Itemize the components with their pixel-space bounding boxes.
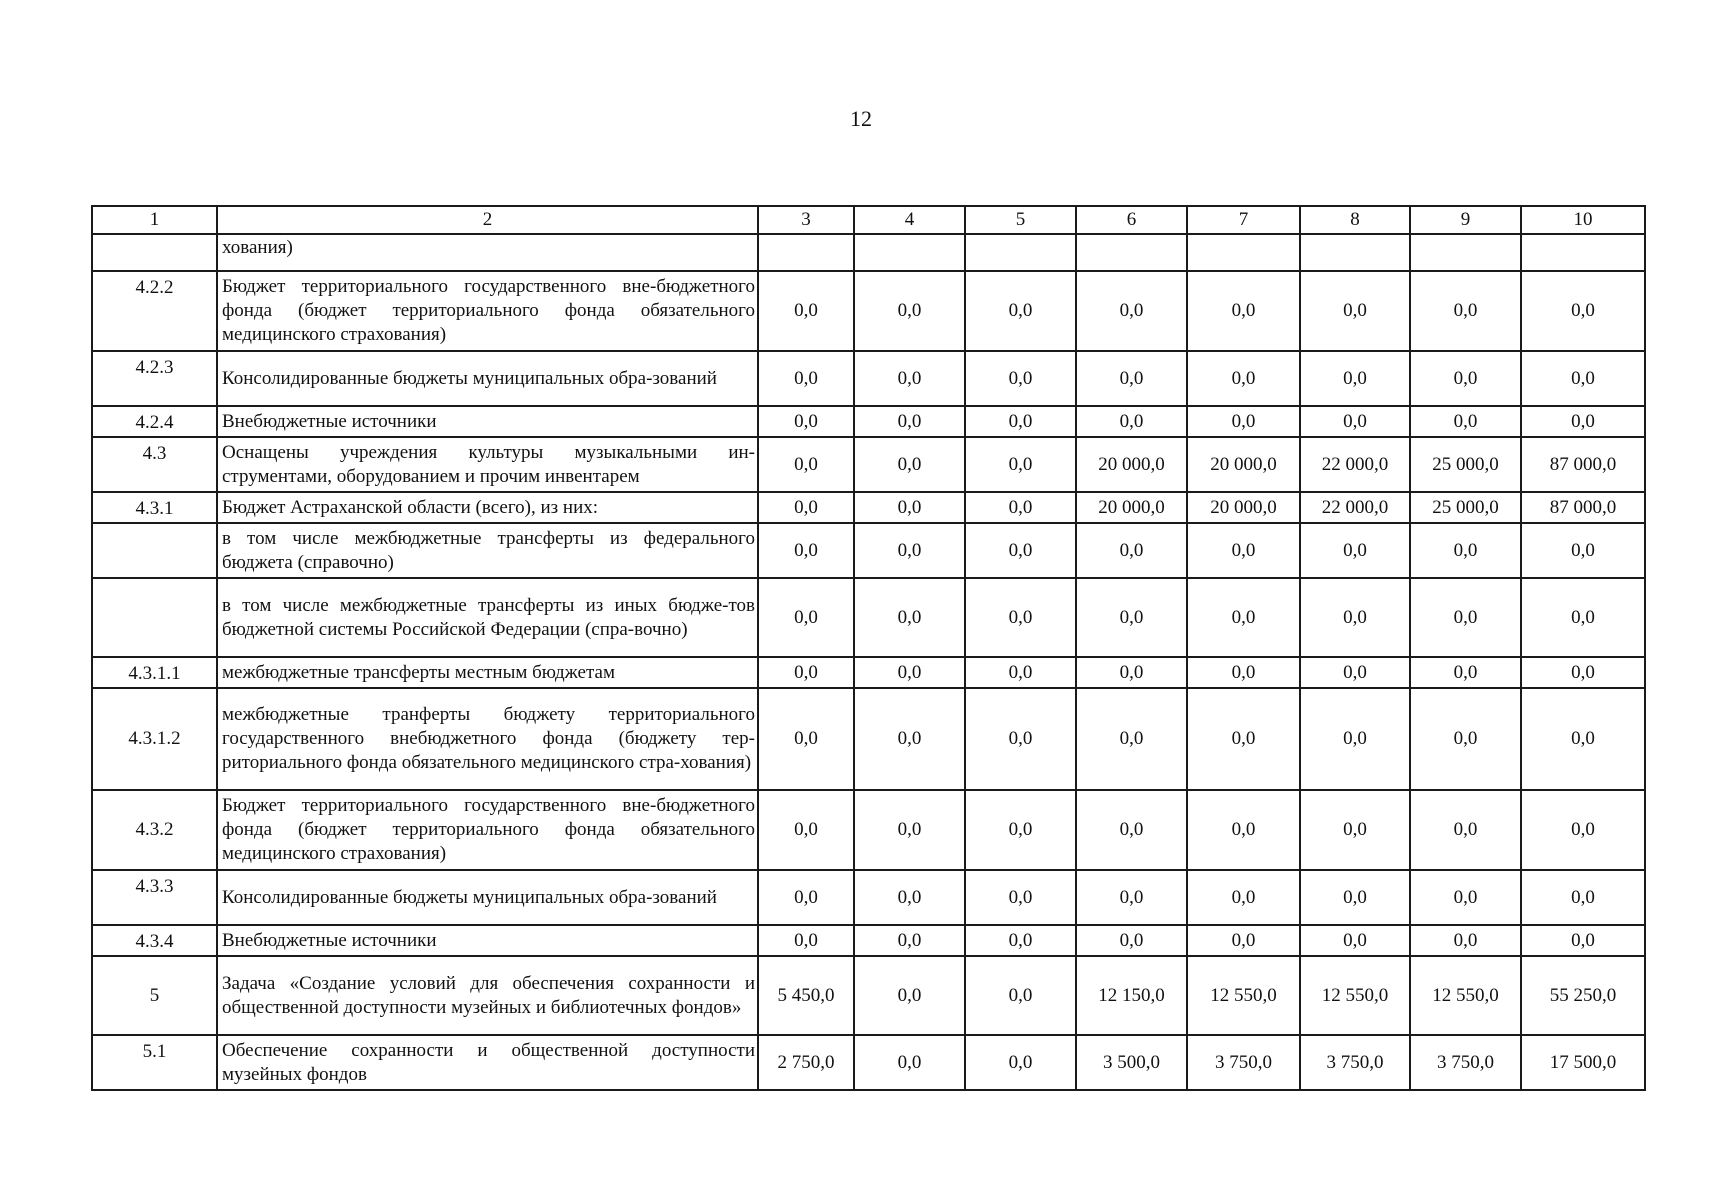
value-cell: 0,0 [1076,271,1187,351]
value-cell: 0,0 [965,790,1076,870]
table-row [92,956,1645,1035]
row-id-cell: 5.1 [92,1035,217,1090]
table-row [92,657,1645,688]
value-cell [965,234,1076,271]
value-cell: 17 500,0 [1521,1035,1645,1090]
value-cell: 0,0 [965,578,1076,657]
row-description-cell: в том числе межбюджетные трансферты из федерального бюджета (справочно) [217,523,758,578]
value-cell: 0,0 [854,492,965,523]
value-cell: 0,0 [854,1035,965,1090]
value-cell: 0,0 [1076,790,1187,870]
header-cell: 8 [1300,206,1410,234]
value-cell [1410,234,1521,271]
row-id-cell: 4.3.3 [92,870,217,925]
value-cell [1300,234,1410,271]
value-cell: 20 000,0 [1076,492,1187,523]
value-cell: 0,0 [758,492,854,523]
value-cell: 12 550,0 [1410,956,1521,1035]
value-cell: 0,0 [758,271,854,351]
value-cell: 0,0 [1187,657,1300,688]
value-cell: 0,0 [1521,578,1645,657]
value-cell [1187,234,1300,271]
value-cell: 0,0 [1187,406,1300,437]
value-cell: 0,0 [965,1035,1076,1090]
value-cell: 2 750,0 [758,1035,854,1090]
table-row [92,790,1645,870]
value-cell: 12 550,0 [1300,956,1410,1035]
row-description-cell: Внебюджетные источники [217,925,758,956]
value-cell: 0,0 [965,870,1076,925]
row-id-cell: 4.3.2 [92,790,217,870]
value-cell: 0,0 [1076,406,1187,437]
table-row [92,523,1645,578]
value-cell: 0,0 [1410,657,1521,688]
value-cell: 0,0 [1410,406,1521,437]
value-cell: 0,0 [1187,351,1300,406]
row-description-cell: Бюджет территориального государственного вне-бюджетного фонда (бюджет территориального фонда обязательного медицинского страхования) [217,790,758,870]
row-description-cell: в том числе межбюджетные трансферты из иных бюдже-тов бюджетной системы Российской Федерации (спра-вочно) [217,578,758,657]
row-id-cell [92,234,217,271]
value-cell: 0,0 [854,925,965,956]
value-cell: 20 000,0 [1187,437,1300,492]
value-cell: 0,0 [1300,790,1410,870]
value-cell: 0,0 [965,523,1076,578]
value-cell: 0,0 [1300,351,1410,406]
value-cell: 22 000,0 [1300,492,1410,523]
header-cell: 3 [758,206,854,234]
value-cell: 0,0 [1521,688,1645,790]
table-row [92,492,1645,523]
value-cell: 0,0 [854,437,965,492]
row-description-cell: Бюджет Астраханской области (всего), из них: [217,492,758,523]
value-cell [758,234,854,271]
value-cell: 0,0 [1187,271,1300,351]
budget-table [91,205,1646,1091]
value-cell: 55 250,0 [1521,956,1645,1035]
value-cell [1521,234,1645,271]
value-cell: 0,0 [965,688,1076,790]
row-id-cell: 4.3.1 [92,492,217,523]
value-cell: 0,0 [1521,523,1645,578]
header-cell: 9 [1410,206,1521,234]
row-id-cell [92,578,217,657]
value-cell: 0,0 [758,925,854,956]
header-cell: 2 [217,206,758,234]
table-row [92,271,1645,351]
value-cell: 0,0 [1521,925,1645,956]
value-cell: 3 750,0 [1187,1035,1300,1090]
value-cell: 0,0 [854,523,965,578]
table-row [92,406,1645,437]
value-cell: 0,0 [1410,925,1521,956]
value-cell: 0,0 [1076,870,1187,925]
value-cell: 0,0 [1410,523,1521,578]
table-row [92,351,1645,406]
value-cell: 0,0 [965,271,1076,351]
table-row [92,1035,1645,1090]
value-cell: 0,0 [965,657,1076,688]
value-cell: 0,0 [1076,351,1187,406]
value-cell: 0,0 [965,492,1076,523]
row-id-cell [92,523,217,578]
value-cell: 0,0 [1521,657,1645,688]
value-cell: 0,0 [758,688,854,790]
value-cell: 0,0 [1300,925,1410,956]
value-cell: 87 000,0 [1521,492,1645,523]
value-cell: 0,0 [965,437,1076,492]
value-cell: 0,0 [1300,688,1410,790]
row-description-cell: межбюджетные трансферты местным бюджетам [217,657,758,688]
value-cell: 3 750,0 [1410,1035,1521,1090]
value-cell: 0,0 [1410,351,1521,406]
row-id-cell: 4.2.4 [92,406,217,437]
value-cell: 0,0 [1076,578,1187,657]
row-description-cell: Консолидированные бюджеты муниципальных обра-зований [217,351,758,406]
row-description-cell: Задача «Создание условий для обеспечения сохранности и общественной доступности музейных и библиотечных фондов» [217,956,758,1035]
value-cell: 22 000,0 [1300,437,1410,492]
value-cell: 87 000,0 [1521,437,1645,492]
row-id-cell: 4.2.2 [92,271,217,351]
row-id-cell: 4.3.1.2 [92,688,217,790]
value-cell: 0,0 [1521,406,1645,437]
value-cell: 0,0 [1410,578,1521,657]
value-cell: 0,0 [1187,578,1300,657]
value-cell: 3 500,0 [1076,1035,1187,1090]
value-cell: 0,0 [1076,688,1187,790]
value-cell: 0,0 [854,351,965,406]
header-cell: 1 [92,206,217,234]
table-row [92,688,1645,790]
row-description-cell: межбюджетные транферты бюджету территориального государственного внебюджетного фонда (бюджету тер-риториального фонда обязательного медицинского стра-хования) [217,688,758,790]
value-cell: 0,0 [965,956,1076,1035]
value-cell: 0,0 [1187,870,1300,925]
value-cell [854,234,965,271]
value-cell: 12 150,0 [1076,956,1187,1035]
value-cell: 0,0 [758,523,854,578]
value-cell: 0,0 [1187,688,1300,790]
value-cell: 0,0 [1187,523,1300,578]
value-cell: 0,0 [854,870,965,925]
page-number: 12 [850,106,872,131]
value-cell: 0,0 [758,790,854,870]
value-cell: 20 000,0 [1187,492,1300,523]
table-row [92,578,1645,657]
row-id-cell: 4.2.3 [92,351,217,406]
row-id-cell: 5 [92,956,217,1035]
value-cell: 0,0 [758,437,854,492]
value-cell: 0,0 [1300,523,1410,578]
row-id-cell: 4.3 [92,437,217,492]
value-cell: 0,0 [1187,790,1300,870]
value-cell: 25 000,0 [1410,437,1521,492]
value-cell [1076,234,1187,271]
row-description-cell: Консолидированные бюджеты муниципальных обра-зований [217,870,758,925]
value-cell: 0,0 [854,406,965,437]
value-cell: 0,0 [1300,870,1410,925]
table-row [92,870,1645,925]
value-cell: 0,0 [1300,271,1410,351]
row-id-cell: 4.3.4 [92,925,217,956]
row-description-cell: Бюджет территориального государственного вне-бюджетного фонда (бюджет территориального фонда обязательного медицинского страхования) [217,271,758,351]
value-cell: 0,0 [1076,657,1187,688]
value-cell: 0,0 [854,657,965,688]
value-cell: 0,0 [1521,271,1645,351]
value-cell: 0,0 [965,406,1076,437]
value-cell: 0,0 [758,406,854,437]
table-row [92,925,1645,956]
value-cell: 0,0 [758,657,854,688]
value-cell: 0,0 [1187,925,1300,956]
value-cell: 20 000,0 [1076,437,1187,492]
value-cell: 0,0 [854,688,965,790]
value-cell: 0,0 [854,578,965,657]
row-description-cell: Внебюджетные источники [217,406,758,437]
value-cell: 0,0 [758,870,854,925]
value-cell: 0,0 [758,351,854,406]
row-description-cell: Обеспечение сохранности и общественной доступности музейных фондов [217,1035,758,1090]
header-cell: 6 [1076,206,1187,234]
value-cell: 0,0 [758,578,854,657]
value-cell: 0,0 [854,790,965,870]
value-cell: 0,0 [1076,925,1187,956]
value-cell: 25 000,0 [1410,492,1521,523]
row-id-cell: 4.3.1.1 [92,657,217,688]
value-cell: 3 750,0 [1300,1035,1410,1090]
table-row [92,437,1645,492]
value-cell: 0,0 [854,956,965,1035]
value-cell: 0,0 [1521,870,1645,925]
value-cell: 0,0 [965,351,1076,406]
value-cell: 0,0 [854,271,965,351]
value-cell: 0,0 [1300,578,1410,657]
value-cell: 0,0 [1076,523,1187,578]
value-cell: 0,0 [1410,870,1521,925]
value-cell: 0,0 [1300,406,1410,437]
value-cell: 0,0 [965,925,1076,956]
row-description-cell: хования) [217,234,758,271]
value-cell: 0,0 [1410,688,1521,790]
table-header-row [92,206,1645,234]
value-cell: 0,0 [1410,790,1521,870]
header-cell: 5 [965,206,1076,234]
row-description-cell: Оснащены учреждения культуры музыкальными ин-струментами, оборудованием и прочим инвентарем [217,437,758,492]
table-row [92,234,1645,271]
value-cell: 0,0 [1521,790,1645,870]
value-cell: 0,0 [1300,657,1410,688]
value-cell: 0,0 [1410,271,1521,351]
header-cell: 4 [854,206,965,234]
header-cell: 7 [1187,206,1300,234]
value-cell: 12 550,0 [1187,956,1300,1035]
value-cell: 0,0 [1521,351,1645,406]
value-cell: 5 450,0 [758,956,854,1035]
header-cell: 10 [1521,206,1645,234]
